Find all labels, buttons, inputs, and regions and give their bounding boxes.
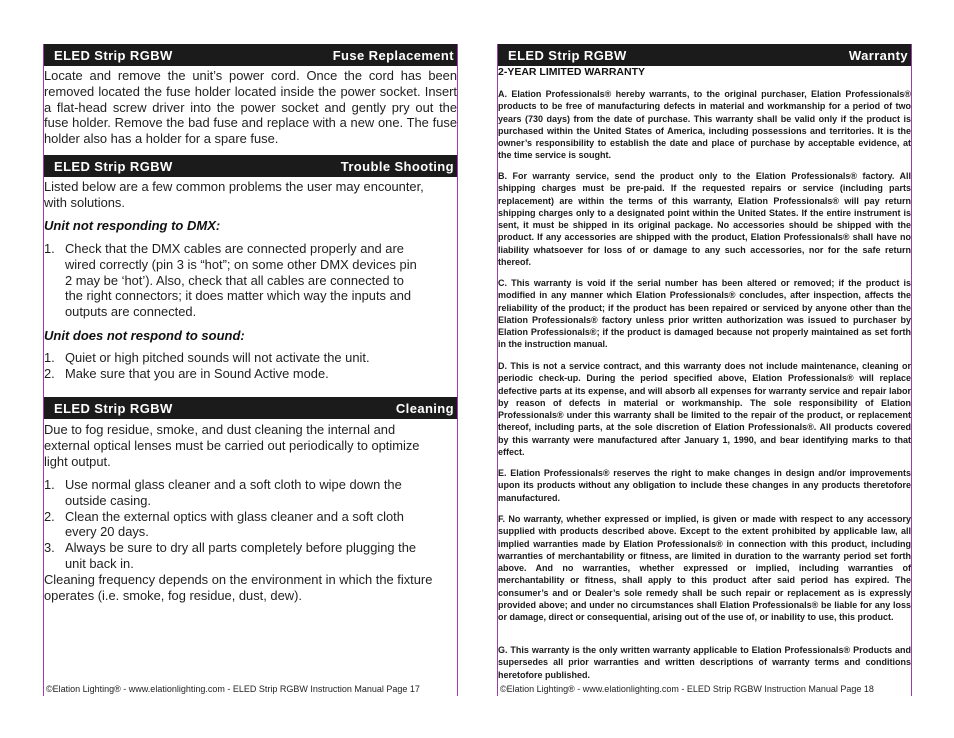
list-item-text: Use normal glass cleaner and a soft cloth to wipe down the outside casing. bbox=[65, 477, 402, 508]
list-item-number: 3. bbox=[44, 540, 55, 556]
list-item-text: Make sure that you are in Sound Active mode. bbox=[65, 365, 329, 381]
list-item-number: 1. bbox=[44, 241, 55, 256]
list-item bbox=[44, 366, 457, 382]
section-title: Trouble Shooting bbox=[340, 158, 454, 174]
list-item-number: 1. bbox=[44, 350, 55, 365]
product-name-label: ELED Strip RGBW bbox=[54, 47, 173, 63]
list-item-text: Always be sure to dry all parts completely before plugging the unit back in. bbox=[65, 540, 417, 571]
warranty-header bbox=[498, 44, 911, 66]
list-item-text: Check that the DMX cables are connected properly and are wired correctly (pin 3 is “hot”; on some other DMX devices pin 2 may be ‘hot’). Also, check that all cables are connected to the right connectors; it does matter which way the inputs and outputs are connected. bbox=[65, 241, 417, 320]
cleaning-frequency-note: Cleaning frequency depends on the environment in which the fixture operates (i.e. smoke, fog residue, dust, dew). bbox=[44, 572, 433, 603]
list-item-number: 1. bbox=[44, 477, 55, 492]
cleaning-steps-list bbox=[44, 477, 423, 572]
list-item-number: 2. bbox=[44, 508, 55, 524]
product-name-label: ELED Strip RGBW bbox=[54, 400, 173, 416]
dmx-solution-list bbox=[44, 241, 425, 320]
dmx-problem-heading: Unit not responding to DMX: bbox=[44, 218, 221, 233]
warranty-paragraph-g: G. This warranty is the only written warranty applicable to Elation Professionals® Products and supersedes all prior warranties and written descriptions of warranty terms and conditions heretofore published. bbox=[498, 645, 911, 680]
page-footer: ©Elation Lighting® - www.elationlighting.com - ELED Strip RGBW Instruction Manual Page 17 bbox=[46, 684, 420, 694]
section-title: Warranty bbox=[848, 47, 908, 63]
warranty-paragraph-a: A. Elation Professionals® hereby warrants, to the original purchaser, Elation Professionals® products to be free of manufacturing defects in material and workmanship for a period of two years (730 days) from the date of purchase. This warranty shall be valid only if the product is purchased within the United States of America, including possessions and territories. It is the owner’s responsibility to establish the date and place of purchase by acceptable evidence, at the time service is sought. bbox=[498, 89, 911, 161]
cleaning-intro: Due to fog residue, smoke, and dust cleaning the internal and external optical lenses must be carried out periodically to optimize light output. bbox=[44, 422, 420, 469]
manual-page-17 bbox=[43, 44, 458, 696]
product-name-label: ELED Strip RGBW bbox=[508, 47, 627, 63]
warranty-title: 2-YEAR LIMITED WARRANTY bbox=[498, 66, 645, 78]
warranty-paragraph-e: E. Elation Professionals® reserves the right to make changes in design and/or improvements upon its products without any obligation to include these changes in any products theretofore manufactured. bbox=[498, 468, 911, 503]
list-item bbox=[44, 540, 423, 572]
list-item bbox=[44, 241, 425, 320]
list-item-text: Quiet or high pitched sounds will not activate the unit. bbox=[65, 350, 370, 365]
sound-solution-list bbox=[44, 350, 457, 382]
product-name-label: ELED Strip RGBW bbox=[54, 158, 173, 174]
fuse-replacement-text: Locate and remove the unit’s power cord. Once the cord has been removed located the fuse holder located inside the power socket. Insert a flat-head screw driver into the power socket and gently pry out the fuse holder. Remove the bad fuse and replace with a new one. The fuse holder also has a holder for a spare fuse. bbox=[44, 68, 457, 147]
warranty-paragraph-f: F. No warranty, whether expressed or implied, is given or made with respect to any accessory supplied with products described above. Except to the extent prohibited by applicable law, all implied warranties made by Elation Professionals® in connection with this product, including warranties of merchantability or fitness, are limited in duration to the warranty period set forth above. And no warranties, whether expressed or implied, including warranties of merchantability or fitness, shall apply to this product after said period has expired. The consumer’s and or Dealer’s sole remedy shall be such repair or replacement as is expressly provided above; and under no circumstances shall Elation Professionals® be liable for any loss or damage, direct or consequential, arising out of the use of, or inability to use, this product. bbox=[498, 514, 911, 623]
list-item bbox=[44, 350, 457, 366]
list-item-number: 2. bbox=[44, 365, 55, 381]
list-item bbox=[44, 509, 423, 541]
trouble-intro: Listed below are a few common problems the user may encounter, with solutions. bbox=[44, 179, 424, 210]
section-title: Fuse Replacement bbox=[332, 47, 454, 63]
fuse-replacement-header bbox=[44, 44, 457, 66]
sound-problem-heading: Unit does not respond to sound: bbox=[44, 328, 245, 343]
manual-page-18 bbox=[497, 44, 912, 696]
warranty-paragraph-b: B. For warranty service, send the product only to the Elation Professionals® factory. All shipping charges must be pre-paid. If the requested repairs or service (including parts replacement) are within the terms of this warranty, Elation Professionals® will pay return shipping charges only to a designated point within the United States. If the entire instrument is sent, it must be shipped in its original package. No accessories should be shipped with the product. If any accessories are shipped with the product, Elation Professionals® shall have no liability whatsoever for loss of or damage to any such accessories, nor for the safe return thereof. bbox=[498, 171, 911, 268]
list-item-text: Clean the external optics with glass cleaner and a soft cloth every 20 days. bbox=[65, 508, 404, 540]
list-item bbox=[44, 477, 423, 509]
section-title: Cleaning bbox=[395, 400, 454, 416]
trouble-shooting-header bbox=[44, 155, 457, 177]
warranty-paragraph-d: D. This is not a service contract, and this warranty does not include maintenance, cleaning or periodic check-up. During the period specified above, Elation Professionals® will replace defective parts at its expense, and will absorb all expenses for warranty service and repair labor by reason of defects in material or workmanship. The sole responsibility of Elation Professionals® under this warranty shall be limited to the repair of the product, or replacement thereof, including parts, at the sole discretion of Elation Professionals®. All products covered by this warranty were manufactured after January 1, 1990, and bear identifying marks to that effect. bbox=[498, 361, 911, 458]
warranty-paragraph-c: C. This warranty is void if the serial number has been altered or removed; if the product is modified in any manner which Elation Professionals® concludes, after inspection, affects the reliability of the product; if the product has been repaired or serviced by anyone other than the Elation Professionals® factory unless prior written authorization was issued to purchaser by Elation Professionals®; if the product is damaged because not properly maintained as set forth in the instruction manual. bbox=[498, 278, 911, 350]
page-footer: ©Elation Lighting® - www.elationlighting.com - ELED Strip RGBW Instruction Manual Page 18 bbox=[500, 684, 874, 694]
cleaning-header bbox=[44, 397, 457, 419]
